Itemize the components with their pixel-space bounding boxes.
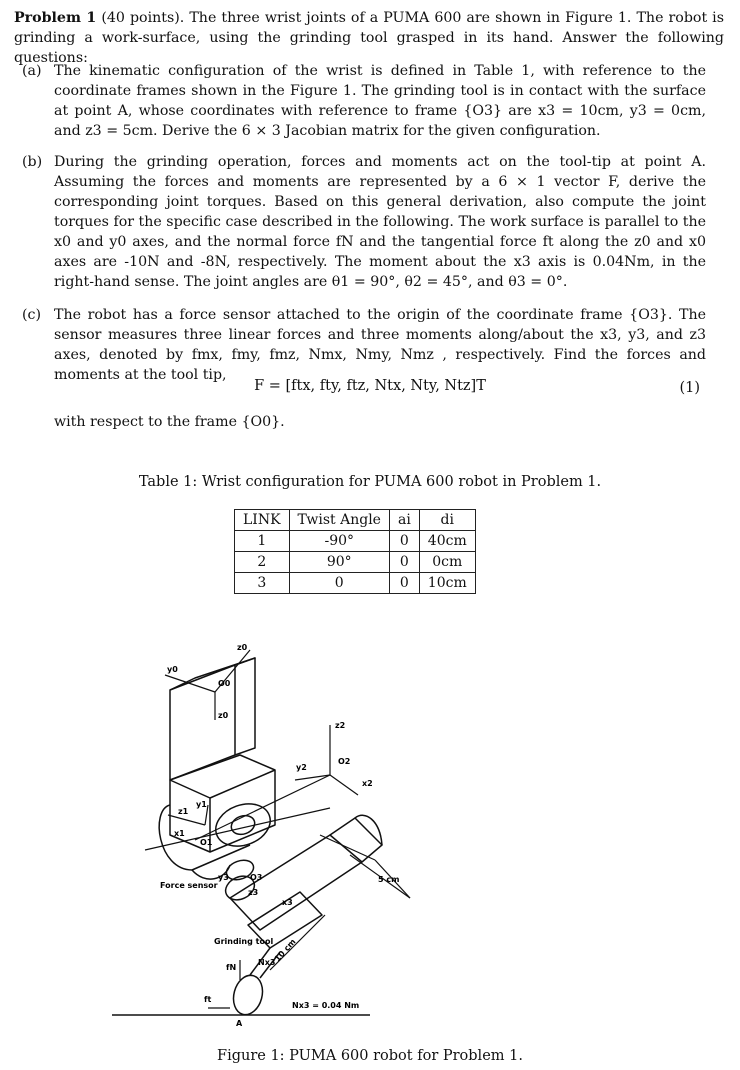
table-header: ai xyxy=(389,510,419,531)
fig-label: z0 xyxy=(237,643,248,652)
equation: F = [ftx, fty, ftz, Ntx, Nty, Ntz]T xyxy=(254,378,486,394)
problem-intro xyxy=(14,8,724,68)
table-header: Twist Angle xyxy=(289,510,389,531)
grinding-tool-label: Grinding tool xyxy=(214,937,274,946)
fig-label: z3 xyxy=(248,888,259,897)
point-a-label: A xyxy=(236,1019,243,1028)
part-c-after: with respect to the frame {O0}. xyxy=(54,414,285,430)
table-cell: 0 xyxy=(389,573,419,594)
table-row xyxy=(235,573,476,594)
shoulder-block xyxy=(170,755,275,852)
part-c xyxy=(22,305,706,385)
table-row xyxy=(235,531,476,552)
fig-label: y2 xyxy=(296,763,307,772)
table-cell: 3 xyxy=(235,573,290,594)
fig-label: z0 xyxy=(218,711,229,720)
fig-label: y1 xyxy=(196,800,207,809)
part-c-text: The robot has a force sensor attached to the origin of the coordinate frame {O3}. The sensor measures three linear forces and three moments along/about the x3, y3, and z3 axes, denoted by fmx, fmy, fmz, Nmx, Nmy, Nmz , respectively. Find the forces and moments at the tool tip, xyxy=(54,307,706,383)
table-caption: Table 1: Wrist configuration for PUMA 600 robot in Problem 1. xyxy=(138,474,602,490)
five-cm-label: 5 cm xyxy=(378,875,400,884)
table-row xyxy=(235,552,476,573)
equation-number: (1) xyxy=(679,380,700,396)
fig-label: x1 xyxy=(174,829,185,838)
fig-label: O0 xyxy=(218,679,231,688)
moment-label: Nx3 = 0.04 Nm xyxy=(292,1001,360,1010)
fig-label: y0 xyxy=(167,665,178,674)
table-cell: 0 xyxy=(389,552,419,573)
fig-label: O2 xyxy=(338,757,351,766)
fig-label: x2 xyxy=(362,779,373,788)
part-b-label: (b) xyxy=(22,154,43,170)
puma-wrist-figure xyxy=(100,630,540,1030)
fig-label: y3 xyxy=(218,873,229,882)
fig-label: O3 xyxy=(250,873,263,882)
fig-label: Nx3 xyxy=(258,958,276,967)
table-cell: 1 xyxy=(235,531,290,552)
table-cell: -90° xyxy=(289,531,389,552)
part-a-label: (a) xyxy=(22,63,42,79)
fig-label: fN xyxy=(226,963,237,972)
fig-label: O1 xyxy=(200,838,213,847)
table-cell: 90° xyxy=(289,552,389,573)
table-header-row xyxy=(235,510,476,531)
problem-intro-text: The three wrist joints of a PUMA 600 are shown in Figure 1. The robot is grinding a work-surface, using the grinding tool grasped in its hand. Answer the following questions: xyxy=(14,10,725,66)
table-cell: 0cm xyxy=(419,552,475,573)
wrist-config-table xyxy=(234,509,476,594)
force-sensor-label: Force sensor xyxy=(160,881,218,890)
problem-label: Problem 1 xyxy=(14,10,97,26)
grinding-spindle xyxy=(230,835,362,930)
part-b xyxy=(22,152,706,292)
problem-points: (40 points). xyxy=(101,10,185,26)
table-cell: 0 xyxy=(389,531,419,552)
fig-label: ft xyxy=(204,995,212,1004)
table-header: di xyxy=(419,510,475,531)
table-cell: 40cm xyxy=(419,531,475,552)
fig-label: z1 xyxy=(178,807,189,816)
table-cell: 0 xyxy=(289,573,389,594)
table-cell: 10cm xyxy=(419,573,475,594)
part-c-label: (c) xyxy=(22,307,42,323)
fig-label: x3 xyxy=(282,898,293,907)
part-a xyxy=(22,61,706,141)
part-a-text: The kinematic configuration of the wrist is defined in Table 1, with reference to the coordinate frames shown in the Figure 1. The grinding tool is in contact with the surface at point A, whose coordinates with reference to frame {O3} are x3 = 10cm, y3 = 0cm, and z3 = 5cm. Derive the 6 × 3 Jacobian matrix for the given configuration. xyxy=(54,63,706,139)
part-b-text: During the grinding operation, forces and moments act on the tool-tip at point A. Assuming the forces and moments are represented by a 6 × 1 vector F, derive the corresponding joint torques. Based on this general derivation, also compute the joint torques for the specific case described in the following. The work surface is parallel to the x0 and y0 axes, and the normal force fN and the tangential force ft along the z0 and x0 axes are -10N and -8N, respectively. The moment about the x3 axis is 0.04Nm, in the right-hand sense. The joint angles are θ1 = 90°, θ2 = 45°, and θ3 = 0°. xyxy=(54,154,706,290)
ten-cm-label: 10 cm xyxy=(272,937,298,964)
fig-label: z2 xyxy=(335,721,346,730)
grinding-wheel xyxy=(229,972,266,1018)
figure-caption: Figure 1: PUMA 600 robot for Problem 1. xyxy=(217,1048,523,1064)
table-cell: 2 xyxy=(235,552,290,573)
table-header: LINK xyxy=(235,510,290,531)
